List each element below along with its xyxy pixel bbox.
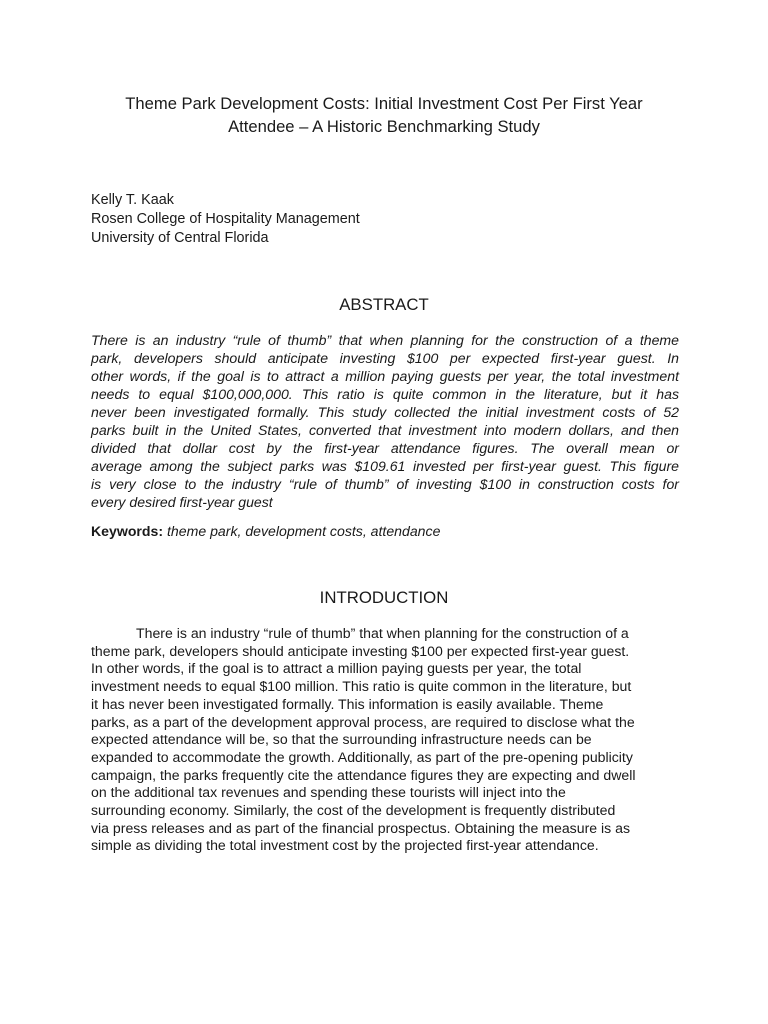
introduction-line: theme park, developers should anticipate investing $100 per expected first-year guest. bbox=[91, 642, 630, 659]
keywords-line bbox=[91, 522, 440, 540]
introduction-line: expected attendance will be, so that the surrounding infrastructure needs can be bbox=[91, 731, 592, 748]
title-line: Theme Park Development Costs: Initial Investment Cost Per First Year bbox=[125, 94, 643, 113]
introduction-line: via press releases and as part of the financial prospectus. Obtaining the measure is as bbox=[91, 819, 630, 836]
abstract-line: divided that dollar cost by the first-year attendance figures. The overall mean or bbox=[91, 440, 679, 456]
abstract-line: There is an industry “rule of thumb” that when planning for the construction of a theme bbox=[91, 332, 679, 348]
abstract-line: parks built in the United States, converted that investment into modern dollars, and then bbox=[91, 422, 679, 438]
abstract-line: average among the subject parks was $109.61 invested per first-year guest. This figure bbox=[91, 458, 679, 474]
author-college: Rosen College of Hospitality Management bbox=[91, 211, 360, 227]
introduction-line: In other words, if the goal is to attract a million paying guests per year, the total bbox=[91, 660, 582, 677]
abstract-line: every desired first-year guest bbox=[91, 494, 273, 510]
abstract-line: other words, if the goal is to attract a million paying guests per year, the total investment bbox=[91, 368, 679, 384]
keywords-label: Keywords: bbox=[91, 523, 164, 539]
introduction-line: surrounding economy. Similarly, the cost of the development is frequently distributed bbox=[91, 802, 616, 819]
introduction-line: expanded to accommodate the growth. Additionally, as part of the pre-opening publicity bbox=[91, 748, 633, 765]
introduction-line: investment needs to equal $100 million. This ratio is quite common in the literature, but bbox=[91, 678, 632, 695]
introduction-line: campaign, the parks frequently cite the attendance figures they are expecting and dwell bbox=[91, 766, 636, 783]
introduction-line: parks, as a part of the development approval process, are required to disclose what the bbox=[91, 713, 635, 730]
introduction-line: it has never been investigated formally. This information is easily available. Theme bbox=[91, 695, 604, 712]
introduction-line: on the additional tax revenues and spending these tourists will inject into the bbox=[91, 784, 566, 801]
title-line: Attendee – A Historic Benchmarking Study bbox=[228, 117, 540, 136]
abstract-line: never been investigated formally. This study collected the initial investment costs of 52 bbox=[91, 404, 679, 420]
abstract-line: is very close to the industry “rule of thumb” of investing $100 in construction costs for bbox=[91, 476, 679, 492]
introduction-line: There is an industry “rule of thumb” that when planning for the construction of a bbox=[136, 625, 629, 641]
abstract-line: needs to equal $100,000,000. This ratio is quite common in the literature, but it has bbox=[91, 386, 679, 402]
abstract-heading: ABSTRACT bbox=[339, 295, 429, 314]
paper-title bbox=[90, 92, 678, 138]
keywords-value: theme park, development costs, attendance bbox=[166, 523, 441, 539]
abstract-paragraph bbox=[91, 331, 679, 511]
author-university: University of Central Florida bbox=[91, 230, 269, 246]
abstract-line: park, developers should anticipate investing $100 per expected first-year guest. In bbox=[91, 350, 679, 366]
introduction-line: simple as dividing the total investment cost by the projected first-year attendance. bbox=[91, 837, 599, 854]
introduction-heading: INTRODUCTION bbox=[319, 588, 449, 607]
introduction-paragraph bbox=[91, 625, 679, 855]
author-name: Kelly T. Kaak bbox=[91, 192, 174, 208]
author-block bbox=[91, 191, 360, 248]
